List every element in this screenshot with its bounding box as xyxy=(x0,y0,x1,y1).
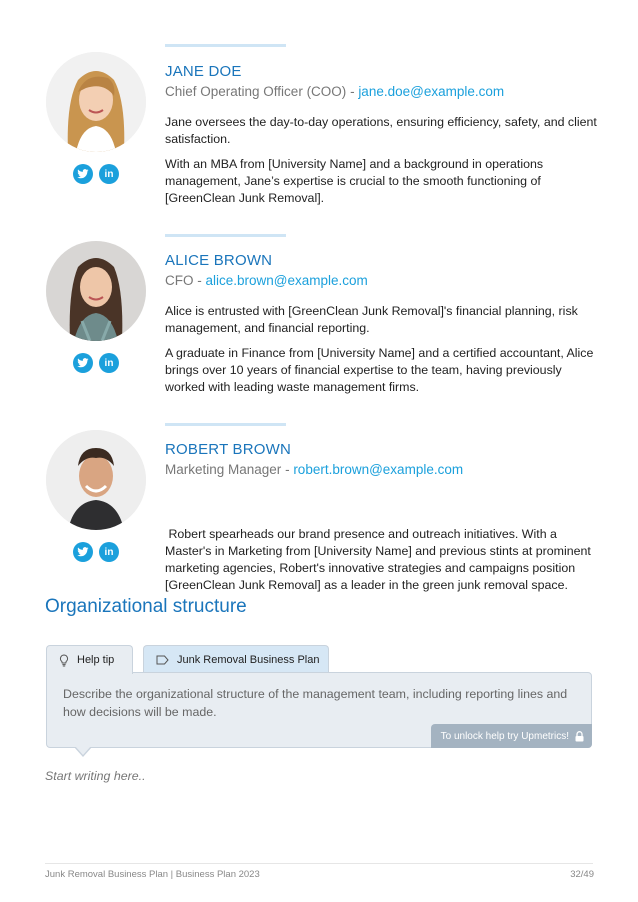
member-role: Chief Operating Officer (COO) xyxy=(165,84,347,99)
accent-rule xyxy=(165,234,286,237)
help-tip-box xyxy=(46,672,592,748)
accent-rule xyxy=(165,423,286,426)
accent-rule xyxy=(165,44,286,47)
bio-paragraph: A graduate in Finance from [University Name] and a certified accountant, Alice brings over 10 years of financial expertise to the team, having previously worked with leading waste management firms. xyxy=(165,346,594,394)
tab-label: Help tip xyxy=(77,654,115,666)
twitter-icon[interactable] xyxy=(73,164,93,184)
linkedin-icon[interactable]: in xyxy=(99,353,119,373)
member-role-line xyxy=(165,273,368,288)
help-text: Describe the organizational structure of the management team, including reporting lines and how decisions will be made. xyxy=(63,687,568,719)
bio-paragraph: With an MBA from [University Name] and a background in operations management, Jane’s expertise is crucial to the smooth functioning of [GreenClean Junk Removal]. xyxy=(165,157,544,205)
member-role: Marketing Manager xyxy=(165,462,282,477)
member-role-line xyxy=(165,84,504,99)
social-links xyxy=(73,353,119,373)
member-bio xyxy=(165,114,597,215)
footer-page-number: 32/49 xyxy=(570,869,594,880)
social-links xyxy=(73,164,119,184)
tab-label: Junk Removal Business Plan xyxy=(177,653,320,666)
avatar xyxy=(46,430,146,530)
lock-icon xyxy=(575,731,584,742)
unlock-help-button[interactable] xyxy=(431,724,592,748)
member-role: CFO xyxy=(165,273,194,288)
member-name: JANE DOE xyxy=(165,63,242,80)
bio-paragraph: Alice is entrusted with [GreenClean Junk Removal]'s financial planning, risk management, and financial reporting. xyxy=(165,304,578,335)
role-separator: - xyxy=(281,462,294,477)
linkedin-icon[interactable]: in xyxy=(99,164,119,184)
avatar xyxy=(46,52,146,152)
tab-junk-removal-business-plan[interactable] xyxy=(143,645,329,673)
member-name: ROBERT BROWN xyxy=(165,441,292,458)
member-bio xyxy=(165,303,597,404)
member-email-link[interactable]: alice.brown@example.com xyxy=(205,273,368,288)
help-box-pointer-fill xyxy=(75,746,91,755)
linkedin-icon[interactable]: in xyxy=(99,542,119,562)
twitter-icon[interactable] xyxy=(73,353,93,373)
member-name: ALICE BROWN xyxy=(165,252,273,269)
role-separator: - xyxy=(346,84,359,99)
member-email-link[interactable]: robert.brown@example.com xyxy=(293,462,464,477)
role-separator: - xyxy=(193,273,206,288)
tab-help-tip[interactable] xyxy=(46,645,133,674)
avatar xyxy=(46,241,146,341)
section-title: Organizational structure xyxy=(45,596,247,617)
bio-paragraph: Jane oversees the day-to-day operations, ensuring efficiency, safety, and client satisfaction. xyxy=(165,115,597,146)
footer-document-title: Junk Removal Business Plan | Business Plan 2023 xyxy=(45,869,260,880)
social-links xyxy=(73,542,119,562)
twitter-icon[interactable] xyxy=(73,542,93,562)
tag-icon xyxy=(156,655,169,665)
member-email-link[interactable]: jane.doe@example.com xyxy=(358,84,505,99)
member-role-line xyxy=(165,462,463,477)
unlock-label: To unlock help try Upmetrics! xyxy=(440,730,569,742)
bio-paragraph: Robert spearheads our brand presence and outreach initiatives. With a Master's in Marketing from [University Name] and previous stints at prominent marketing agencies, Robert's innovative strategies and campaigns position [GreenClean Junk Removal] as a leader in the green junk removal space. xyxy=(165,527,595,592)
lightbulb-icon xyxy=(59,654,69,667)
footer-divider xyxy=(45,863,593,864)
start-writing-placeholder[interactable]: Start writing here.. xyxy=(45,769,146,783)
